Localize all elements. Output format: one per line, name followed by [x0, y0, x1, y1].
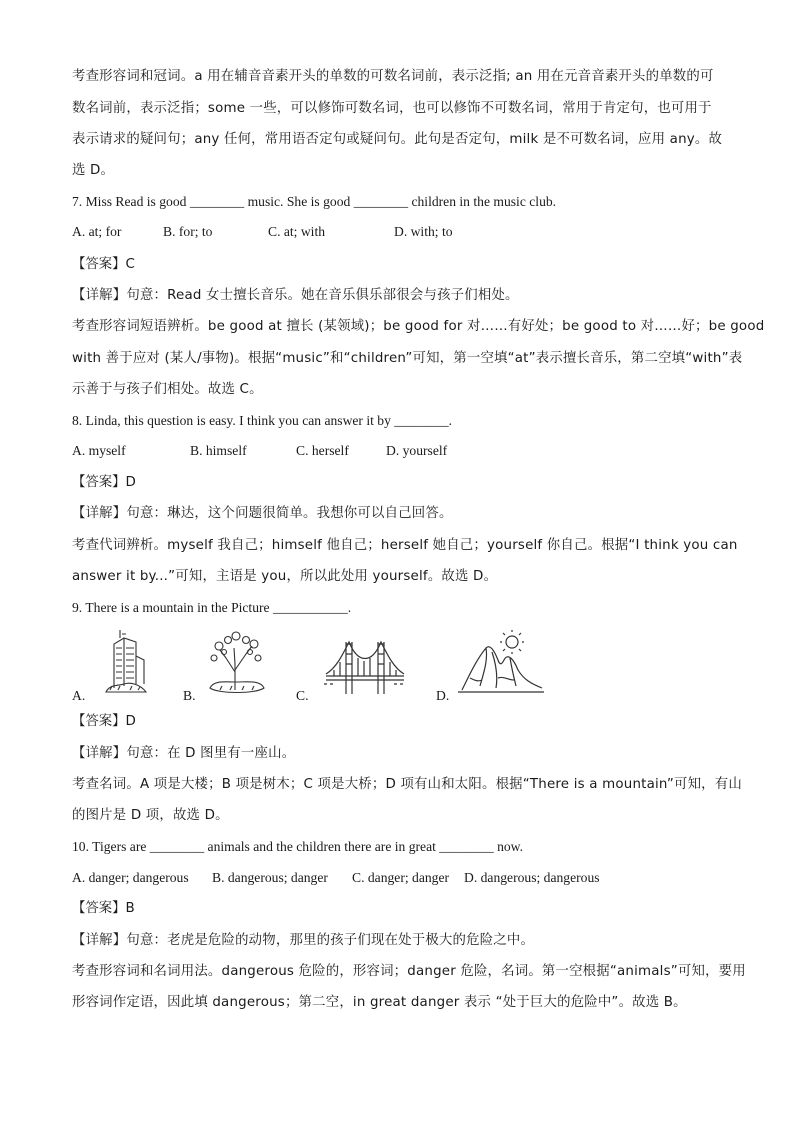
- q7-option-d: D. with; to: [394, 224, 453, 239]
- q7-option-b: B. for; to: [163, 224, 213, 239]
- q8-option-d: D. yourself: [386, 443, 448, 458]
- q7-explain-line-2: with 善于应对 (某人/事物)。根据“music”和“children”可知，第一空填“at”表示擅长音乐，第二空填“with”表: [72, 351, 743, 366]
- building-picture: [100, 626, 150, 694]
- q8-option-a: A. myself: [72, 443, 126, 458]
- q6-explain-line-1: 考查形容词和冠词。a 用在辅音音素开头的单数的可数名词前，表示泛指; an 用在元音音素开头的单数的可: [72, 69, 714, 84]
- q9-answer: 【答案】D: [72, 714, 136, 729]
- bridge-picture: [324, 634, 406, 696]
- q10-explain-line-2: 形容词作定语，因此填 dangerous；第二空，in great danger 表示 “处于巨大的危险中”。故选 B。: [72, 995, 687, 1010]
- q10-option-d: D. dangerous; dangerous: [464, 870, 600, 885]
- q7-explain-line-3: 示善于与孩子们相处。故选 C。: [72, 382, 263, 397]
- q9-explain-line-2: 的图片是 D 项，故选 D。: [72, 808, 229, 823]
- q10-option-b: B. dangerous; danger: [212, 870, 328, 885]
- q10-stem: 10. Tigers are ________ animals and the children there are in great ________ now.: [72, 839, 524, 854]
- q10-answer: 【答案】B: [72, 901, 135, 916]
- mountain-sun-picture: [458, 630, 546, 696]
- q7-explain-line-1: 考查形容词短语辨析。be good at 擅长 (某领域)；be good for 对……有好处；be good to 对……好；be good: [72, 319, 765, 334]
- q9-stem: 9. There is a mountain in the Picture ___________.: [72, 600, 352, 615]
- q10-option-a: A. danger; dangerous: [72, 870, 189, 885]
- q9-option-b: B.: [183, 688, 196, 703]
- q7-answer: 【答案】C: [72, 257, 135, 272]
- q6-explain-line-2: 数名词前，表示泛指；some 一些，可以修饰可数名词，也可以修饰不可数名词，常用于肯定句，也可用于: [72, 101, 712, 116]
- q6-explain-line-4: 选 D。: [72, 163, 115, 178]
- q10-explain-line-1: 考查形容词和名词用法。dangerous 危险的，形容词；danger 危险，名词。第一空根据“animals”可知，要用: [72, 964, 746, 979]
- tree-picture: [206, 628, 268, 696]
- q9-detail: 【详解】句意：在 D 图里有一座山。: [72, 746, 296, 761]
- q9-option-d: D.: [436, 688, 450, 703]
- q8-option-c: C. herself: [296, 443, 349, 458]
- q9-option-a: A.: [72, 688, 86, 703]
- q7-stem: 7. Miss Read is good ________ music. She is good ________ children in the music club.: [72, 194, 557, 209]
- q9-explain-line-1: 考查名词。A 项是大楼；B 项是树木；C 项是大桥；D 项有山和太阳。根据“There is a mountain”可知，有山: [72, 777, 742, 792]
- q8-explain-line-2: answer it by...”可知，主语是 you，所以此处用 yourself。故选 D。: [72, 569, 498, 584]
- q7-option-c: C. at; with: [268, 224, 326, 239]
- q7-option-a: A. at; for: [72, 224, 122, 239]
- q10-detail: 【详解】句意：老虎是危险的动物，那里的孩子们现在处于极大的危险之中。: [72, 933, 535, 948]
- q9-option-c: C.: [296, 688, 309, 703]
- q8-option-b: B. himself: [190, 443, 247, 458]
- q7-detail: 【详解】句意：Read 女士擅长音乐。她在音乐俱乐部很会与孩子们相处。: [72, 288, 519, 303]
- q8-detail: 【详解】句意：琳达，这个问题很简单。我想你可以自己回答。: [72, 506, 453, 521]
- q8-answer: 【答案】D: [72, 475, 136, 490]
- q10-option-c: C. danger; danger: [352, 870, 450, 885]
- q6-explain-line-3: 表示请求的疑问句；any 任何，常用语否定句或疑问句。此句是否定句，milk 是不可数名词，应用 any。故: [72, 132, 723, 147]
- q8-stem: 8. Linda, this question is easy. I think you can answer it by ________.: [72, 413, 453, 428]
- q8-explain-line-1: 考查代词辨析。myself 我自己；himself 他自己；herself 她自己；yourself 你自己。根据“I think you can: [72, 538, 738, 553]
